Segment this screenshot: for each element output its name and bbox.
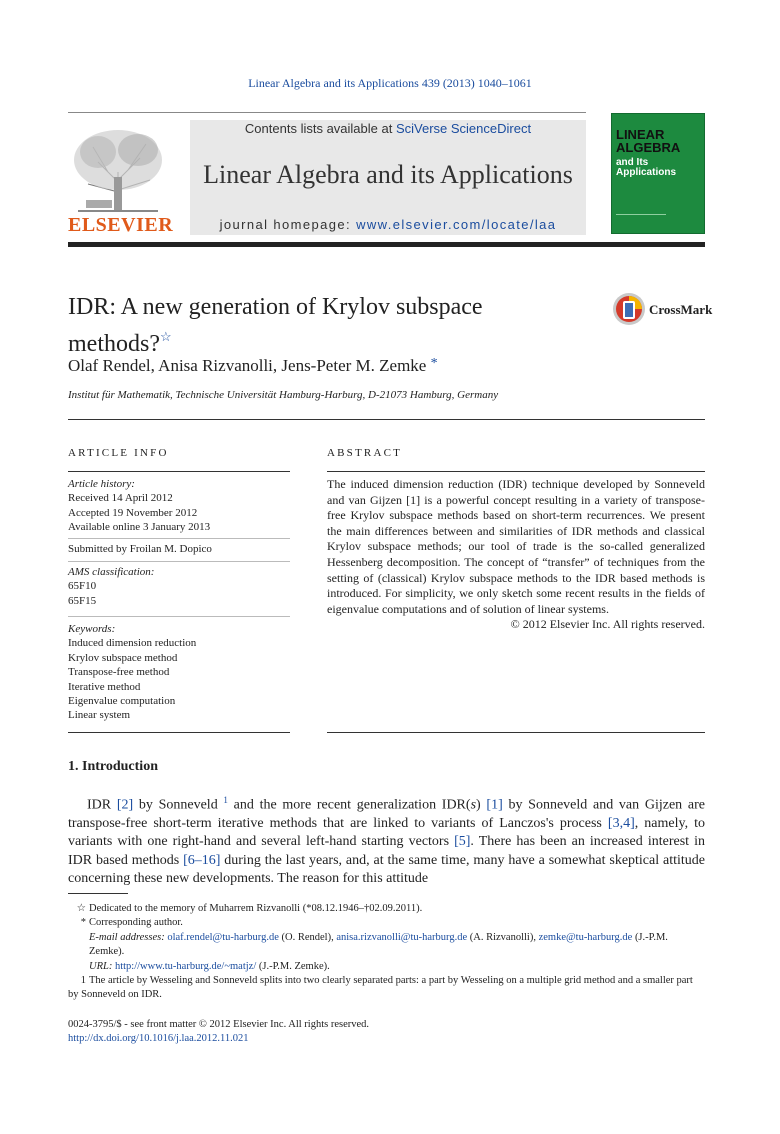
keyword: Transpose-free method xyxy=(68,666,170,679)
keywords xyxy=(68,622,290,723)
email-link[interactable]: olaf.rendel@tu-harburg.de xyxy=(167,931,279,943)
ams-classification xyxy=(68,565,290,608)
authors xyxy=(68,356,438,376)
crossmark-label[interactable]: CrossMark xyxy=(649,302,713,317)
citation-link[interactable]: [2] xyxy=(116,797,134,813)
ams-label: AMS classification: xyxy=(68,566,155,578)
email-link[interactable]: anisa.rizvanolli@tu-harburg.de xyxy=(336,931,468,943)
cover-title-2: ALGEBRA xyxy=(616,140,681,155)
cover-rule xyxy=(616,214,666,224)
journal-cover-image xyxy=(611,113,705,234)
title-footnote-mark[interactable]: ☆ xyxy=(159,329,172,344)
corresponding-author-mark[interactable]: * xyxy=(430,356,438,371)
abstract-body xyxy=(327,477,705,633)
citation-link[interactable]: [3,4] xyxy=(607,816,635,832)
footnote-rule xyxy=(68,893,128,894)
keyword: Iterative method xyxy=(68,680,141,693)
homepage-link[interactable]: www.elsevier.com/locate/laa xyxy=(356,217,557,232)
title-line-1: IDR: A new generation of Krylov subspace xyxy=(68,294,483,320)
submitted-by: Submitted by Froilan M. Dopico xyxy=(68,543,212,555)
issn-line: 0024-3795/$ - see front matter © 2012 Elsevier Inc. All rights reserved. xyxy=(68,1019,370,1030)
footnote-1: 1 The article by Wesseling and Sonneveld splits into two clearly separated parts: a part by Wesseling on a multiple grid method and a smaller part by Sonneveld on IDR. xyxy=(68,975,693,1001)
paper-title xyxy=(68,293,568,359)
keyword: Krylov subspace method xyxy=(68,651,178,664)
email-link[interactable]: zemke@tu-harburg.de xyxy=(538,931,633,943)
title-line-2: methods? xyxy=(68,331,160,357)
cover-title-4: Applications xyxy=(616,167,677,178)
citation-link[interactable]: [5] xyxy=(454,834,471,850)
author-names: Olaf Rendel, Anisa Rizvanolli, Jens-Peter M. Zemke xyxy=(68,356,427,375)
journal-homepage xyxy=(190,217,586,232)
ams-code: 65F15 xyxy=(68,594,97,607)
journal-reference[interactable]: Linear Algebra and its Applications 439 (2013) 1040–1061 xyxy=(248,76,532,90)
keywords-label: Keywords: xyxy=(68,623,116,635)
sciencedirect-link[interactable]: SciVerse ScienceDirect xyxy=(395,121,532,136)
elsevier-wordmark: ELSEVIER xyxy=(68,214,174,236)
citation-link[interactable]: [1] xyxy=(486,797,503,813)
history-separator xyxy=(68,538,290,539)
introduction-paragraph: IDR [2] by Sonneveld $^1$ and the more recent generalization IDR(s) [1] by Sonneveld and van Gijzen are transpose-free short-term iterative methods that are linked to variants of Lanczos's process [3,4], namely, to variants with one right-hand and several left-hand starting vectors [5]. There has been an increased interest in IDR based methods [6–16] during the last years, and, at the same time, many have a somewhat skeptical attitude concerning these new developments. The reason for this attitude xyxy=(68,795,705,887)
affiliation-rule xyxy=(68,419,705,420)
cover-title-3: and Its xyxy=(616,157,649,168)
article-history xyxy=(68,477,290,535)
page-footer xyxy=(68,1018,369,1047)
keyword: Induced dimension reduction xyxy=(68,637,197,650)
journal-title: Linear Algebra and its Applications xyxy=(203,160,573,189)
footnote-emails: E-mail addresses: olaf.rendel@tu-harburg.de (O. Rendel), anisa.rizvanolli@tu-harburg.de (A. Rizvanolli), zemke@tu-harburg.de (J.-P.M. Zemke). xyxy=(89,931,668,958)
contents-prefix: Contents lists available at xyxy=(244,121,396,136)
footnote-corresponding: * Corresponding author. xyxy=(80,917,183,929)
homepage-prefix: journal homepage: xyxy=(219,217,357,232)
accepted-date: Accepted 19 November 2012 xyxy=(68,506,198,519)
section-heading: 1. Introduction xyxy=(68,759,158,774)
abstract-text: The induced dimension reduction (IDR) technique developed by Sonneveld and van Gijzen [1] is a powerful concept resulting in a variety of transpose-free Krylov subspace methods based on short-term recurrences. We present the main differences between and similarities of IDR methods and classical Krylov subspace methods; our tool of trade is the so-called generalized Hessenberg decomposition. The concept of “transfer” of techniques from the setting of (classical) Krylov subspace methods to the IDR based methods is introduced. For simplicity, we only sketch some recent results in the fields of eigenvalue computations and of solution of linear systems. xyxy=(327,477,705,616)
header-top-rule xyxy=(68,112,586,113)
online-date: Available online 3 January 2013 xyxy=(68,521,211,534)
header-thick-rule xyxy=(68,242,705,247)
abstract-rule xyxy=(327,471,705,472)
article-info-rule xyxy=(68,471,290,472)
article-info-end-rule xyxy=(68,732,290,733)
affiliation: Institut für Mathematik, Technische Universität Hamburg-Harburg, D-21073 Hamburg, Germany xyxy=(68,389,499,401)
citation-link[interactable]: [6–16] xyxy=(183,852,221,868)
keyword: Linear system xyxy=(68,709,131,722)
homepage-url-link[interactable]: http://www.tu-harburg.de/~matjz/ xyxy=(114,960,257,972)
footnote-ref[interactable]: 1 xyxy=(223,795,228,805)
article-info-heading: ARTICLE INFO xyxy=(68,447,169,459)
submitted-separator xyxy=(68,561,290,562)
received-date: Received 14 April 2012 xyxy=(68,492,173,505)
footnote-url: URL: http://www.tu-harburg.de/~matjz/ (J.-P.M. Zemke). xyxy=(89,960,330,972)
doi-link[interactable]: http://dx.doi.org/10.1016/j.laa.2012.11.021 xyxy=(68,1033,249,1045)
ams-separator xyxy=(68,616,290,617)
abstract-copyright: © 2012 Elsevier Inc. All rights reserved. xyxy=(510,617,705,632)
cover-title-1: LINEAR xyxy=(616,127,665,142)
footnotes xyxy=(68,902,705,1003)
keyword: Eigenvalue computation xyxy=(68,695,176,708)
abstract-heading: ABSTRACT xyxy=(327,447,403,459)
abstract-end-rule xyxy=(327,732,705,733)
ams-code: 65F10 xyxy=(68,580,97,593)
history-label: Article history: xyxy=(68,478,135,490)
footnote-dedication: ☆ Dedicated to the memory of Muharrem Rizvanolli (*08.12.1946–†02.09.2011). xyxy=(76,903,423,914)
contents-line xyxy=(190,121,586,136)
